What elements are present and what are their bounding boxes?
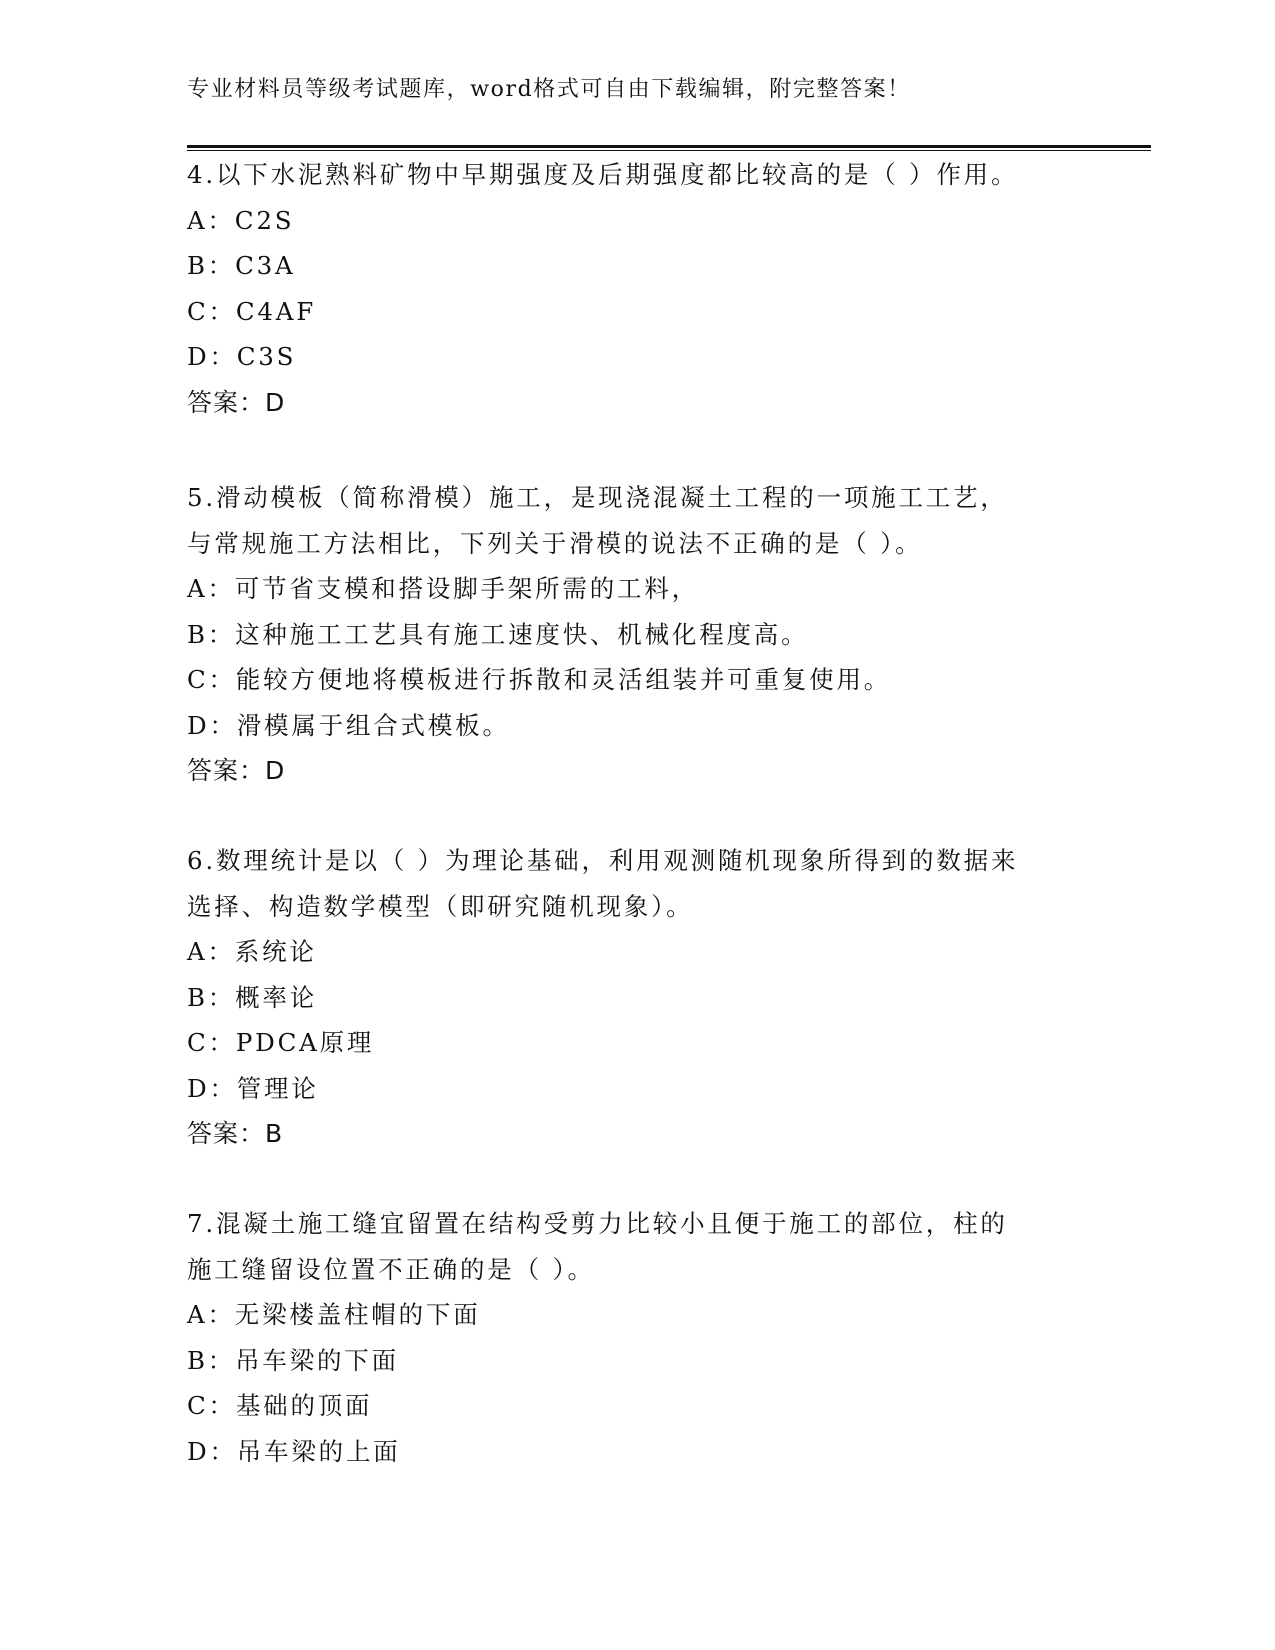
option-a: A：C2S	[187, 205, 295, 235]
header-rule	[187, 145, 1151, 152]
option-d: D：滑模属于组合式模板。	[187, 710, 510, 740]
question-stem-continued: 选择、构造数学模型（即研究随机现象）。	[187, 891, 694, 921]
question-stem-continued: 施工缝留设位置不正确的是（ ）。	[187, 1254, 595, 1284]
option-d: D：管理论	[187, 1073, 319, 1103]
answer: 答案：B	[187, 1119, 284, 1148]
page-header: 专业材料员等级考试题库，word格式可自由下载编辑，附完整答案！	[187, 77, 911, 102]
answer: 答案：D	[187, 387, 286, 417]
question-stem: 7.混凝土施工缝宜留置在结构受剪力比较小且便于施工的部位，柱的	[187, 1209, 1008, 1238]
header-rule-thick	[187, 145, 1151, 148]
option-b: B：概率论	[187, 982, 318, 1012]
question-stem: 5.滑动模板（简称滑模）施工，是现浇混凝土工程的一项施工工艺，	[187, 483, 1008, 512]
option-b: B：吊车梁的下面	[187, 1345, 399, 1375]
option-b: B：这种施工工艺具有施工速度快、机械化程度高。	[187, 619, 809, 649]
option-b: B：C3A	[187, 251, 296, 280]
question-stem: 4.以下水泥熟料矿物中早期强度及后期强度都比较高的是（ ）作用。	[187, 160, 1019, 189]
option-a: A：系统论	[187, 937, 317, 966]
option-d: D：吊车梁的上面	[187, 1436, 401, 1466]
option-a: A：可节省支模和搭设脚手架所需的工料，	[187, 574, 699, 603]
option-c: C：PDCA原理	[187, 1028, 375, 1057]
question-5	[187, 475, 1087, 794]
question-4	[187, 152, 1087, 425]
option-d: D：C3S	[187, 342, 297, 371]
question-stem: 6.数理统计是以（ ）为理论基础，利用观测随机现象所得到的数据来	[187, 846, 1019, 875]
header-rule-thin	[187, 150, 1151, 151]
option-c: C：能较方便地将模板进行拆散和灵活组装并可重复使用。	[187, 665, 892, 694]
option-a: A：无梁楼盖柱帽的下面	[187, 1300, 481, 1329]
option-c: C：C4AF	[187, 296, 317, 326]
question-6	[187, 838, 1087, 1157]
option-c: C：基础的顶面	[187, 1391, 373, 1420]
answer: 答案：D	[187, 756, 286, 785]
question-stem-continued: 与常规施工方法相比，下列关于滑模的说法不正确的是（ ）。	[187, 528, 923, 558]
question-7	[187, 1201, 1087, 1474]
